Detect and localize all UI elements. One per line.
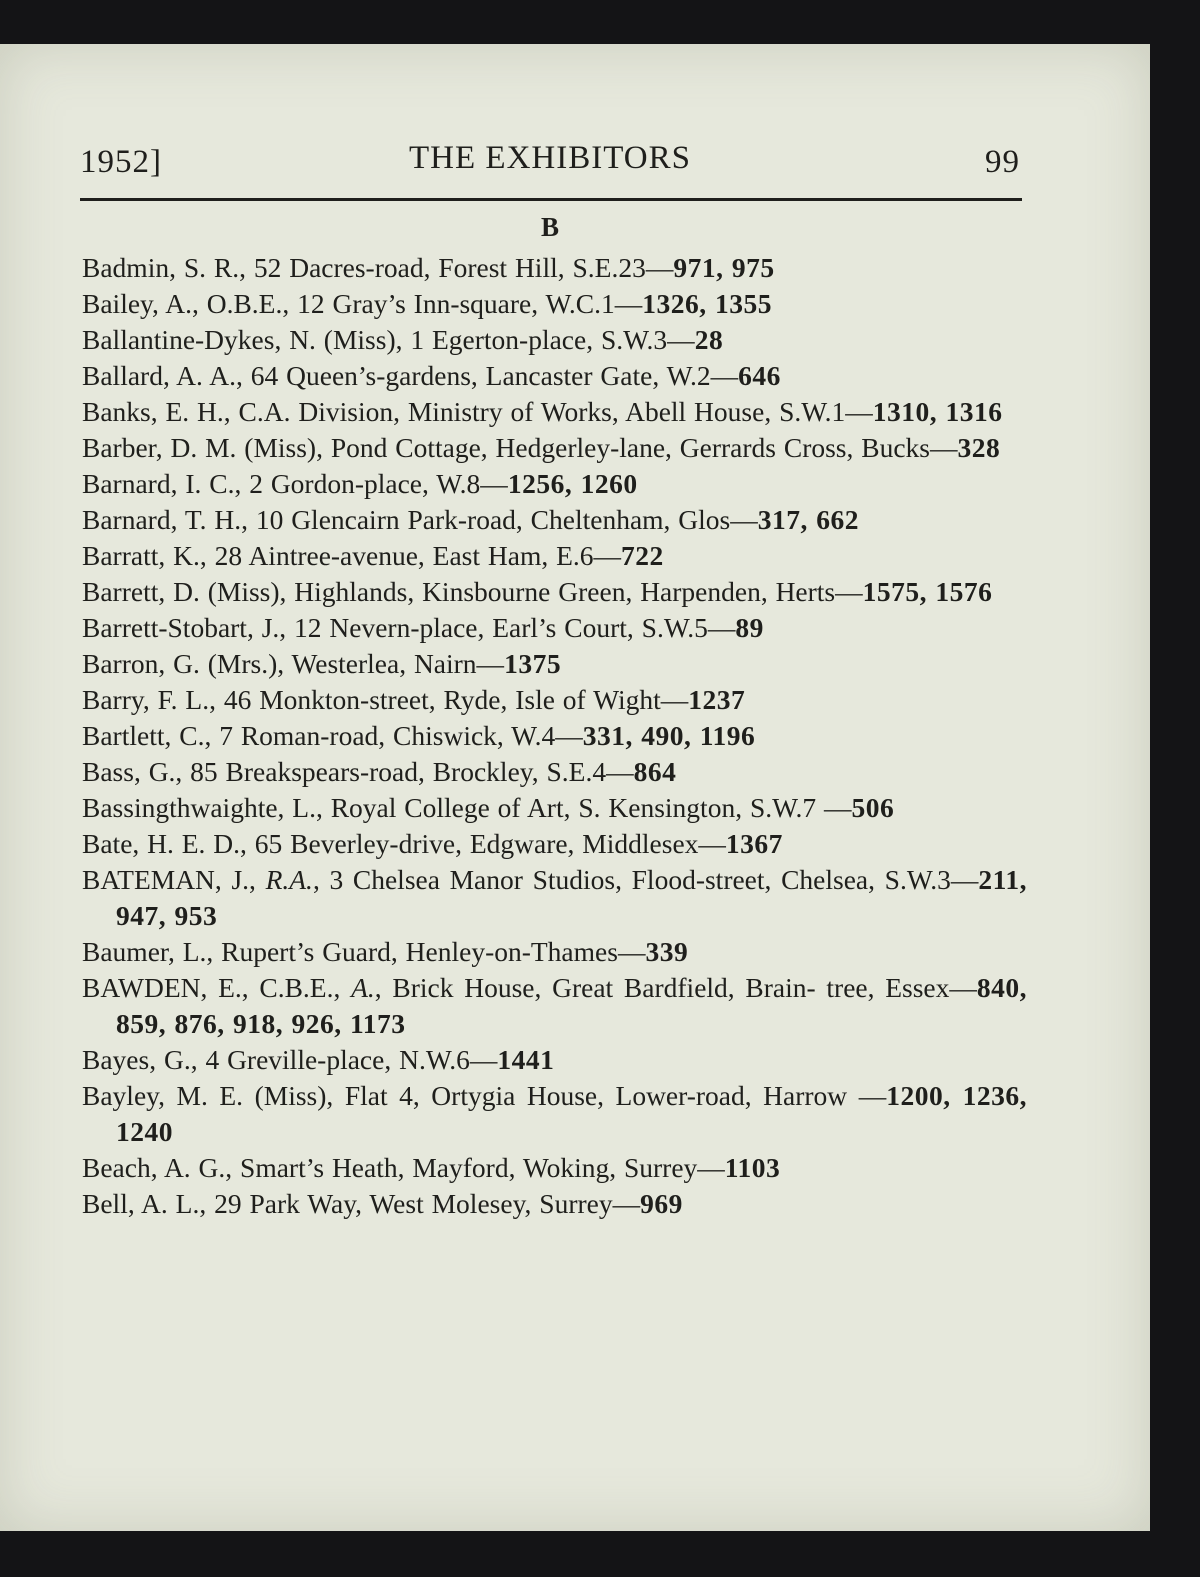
entry-catalogue-numbers: 840, 859, 876, 918, 926, 1173 <box>116 972 1027 1039</box>
page-number: 99 <box>985 144 1020 180</box>
entry-address: Barry, F. L., 46 Monkton-street, Ryde, Isle of Wight— <box>82 684 689 715</box>
entry-address: Beach, A. G., Smart’s Heath, Mayford, Woking, Surrey— <box>82 1152 725 1183</box>
entry-name: BATEMAN, J., <box>82 864 266 895</box>
exhibitor-entry <box>82 754 1027 790</box>
entry-address: Bayley, M. E. (Miss), Flat 4, Ortygia House, Lower-road, Harrow — <box>82 1080 887 1111</box>
exhibitor-entry <box>82 826 1027 862</box>
exhibitor-entry <box>82 466 1027 502</box>
header-year: 1952] <box>80 144 162 180</box>
entry-address: Barrett, D. (Miss), Highlands, Kinsbourne Green, Harpenden, Herts— <box>82 576 863 607</box>
entry-catalogue-numbers: 328 <box>957 432 1001 463</box>
exhibitor-entry <box>82 322 1027 358</box>
exhibitor-entry <box>82 1042 1027 1078</box>
entry-catalogue-numbers: 1375 <box>504 648 562 679</box>
entry-catalogue-numbers: 89 <box>735 612 764 643</box>
entry-catalogue-numbers: 969 <box>640 1188 683 1219</box>
entry-catalogue-numbers: 1256, 1260 <box>507 468 638 499</box>
entry-address: Bartlett, C., 7 Roman-road, Chiswick, W.4— <box>82 720 583 751</box>
entry-address: Ballard, A. A., 64 Queen’s-gardens, Lancaster Gate, W.2— <box>82 360 739 391</box>
exhibitor-entry <box>82 502 1027 538</box>
entry-catalogue-numbers: 646 <box>738 360 781 391</box>
entry-catalogue-numbers: 722 <box>621 540 664 571</box>
exhibitor-entry <box>82 430 1027 466</box>
entry-catalogue-numbers: 28 <box>694 324 724 355</box>
entry-address: Bayes, G., 4 Greville-place, N.W.6— <box>82 1044 498 1075</box>
entry-catalogue-numbers: 1200, 1236, 1240 <box>116 1080 1027 1147</box>
entry-address: Barratt, K., 28 Aintree-avenue, East Ham, E.6— <box>82 540 622 571</box>
entry-address: Bassingthwaighte, L., Royal College of Art, S. Kensington, S.W.7 — <box>82 792 852 823</box>
entry-name: BAWDEN, E., C.B.E., <box>82 972 352 1003</box>
entry-catalogue-numbers: 1367 <box>725 828 783 859</box>
entry-catalogue-numbers: 1310, 1316 <box>872 396 1003 427</box>
entry-catalogue-numbers: 1326, 1355 <box>642 288 773 319</box>
exhibitor-entry <box>82 286 1027 322</box>
entry-address: Barber, D. M. (Miss), Pond Cottage, Hedgerley-lane, Gerrards Cross, Bucks— <box>82 432 958 463</box>
exhibitor-entry <box>82 718 1027 754</box>
exhibitor-entry <box>82 250 1027 286</box>
exhibitor-entry <box>82 790 1027 826</box>
entry-address: Bell, A. L., 29 Park Way, West Molesey, Surrey— <box>82 1188 641 1219</box>
entry-address: Baumer, L., Rupert’s Guard, Henley-on-Thames— <box>82 936 646 967</box>
entry-address: , Brick House, Great Bardfield, Brain- tree, Essex— <box>374 972 977 1003</box>
exhibitor-entry <box>82 934 1027 970</box>
exhibitor-entry <box>82 1150 1027 1186</box>
entry-catalogue-numbers: 1575, 1576 <box>862 576 993 607</box>
page-title: THE EXHIBITORS <box>409 140 691 176</box>
header-rule <box>80 198 1022 201</box>
exhibitor-entry <box>82 1186 1027 1222</box>
entry-address: Barrett-Stobart, J., 12 Nevern-place, Earl’s Court, S.W.5— <box>82 612 736 643</box>
book-page <box>0 44 1150 1531</box>
exhibitor-entry <box>82 970 1027 1042</box>
exhibitor-entry <box>82 862 1027 934</box>
entry-address: Banks, E. H., C.A. Division, Ministry of Works, Abell House, S.W.1— <box>82 396 873 427</box>
entry-catalogue-numbers: 317, 662 <box>757 504 859 535</box>
exhibitor-entry <box>82 394 1027 430</box>
entry-address: Ballantine-Dykes, N. (Miss), 1 Egerton-place, S.W.3— <box>82 324 695 355</box>
entry-catalogue-numbers: 331, 490, 1196 <box>582 720 756 751</box>
entry-address: Badmin, S. R., 52 Dacres-road, Forest Hill, S.E.23— <box>82 252 674 283</box>
exhibitor-entry <box>82 358 1027 394</box>
entry-catalogue-numbers: 1441 <box>497 1044 555 1075</box>
entry-catalogue-numbers: 339 <box>645 936 689 967</box>
running-header <box>80 140 1020 180</box>
entry-address: Bate, H. E. D., 65 Beverley-drive, Edgware, Middlesex— <box>82 828 726 859</box>
exhibitor-entry <box>82 538 1027 574</box>
section-letter: B <box>540 212 559 242</box>
entry-catalogue-numbers: 1103 <box>724 1152 781 1183</box>
entry-distinction: R.A. <box>265 864 313 895</box>
entry-catalogue-numbers: 506 <box>851 792 895 823</box>
exhibitor-entry <box>82 610 1027 646</box>
exhibitor-entry <box>82 682 1027 718</box>
entry-address: Barron, G. (Mrs.), Westerlea, Nairn— <box>82 648 505 679</box>
entry-catalogue-numbers: 1237 <box>688 684 746 715</box>
exhibitor-entry <box>82 1078 1027 1150</box>
entry-address: Bass, G., 85 Breakspears-road, Brockley, S.E.4— <box>82 756 634 787</box>
entry-distinction: A. <box>351 972 375 1003</box>
entry-address: , 3 Chelsea Manor Studios, Flood-street, Chelsea, S.W.3— <box>312 864 979 895</box>
exhibitor-entry <box>82 574 1027 610</box>
entry-catalogue-numbers: 864 <box>633 756 677 787</box>
entry-address: Bailey, A., O.B.E., 12 Gray’s Inn-square, W.C.1— <box>82 288 643 319</box>
entry-address: Barnard, I. C., 2 Gordon-place, W.8— <box>82 468 508 499</box>
entry-catalogue-numbers: 971, 975 <box>673 252 775 283</box>
entry-address: Barnard, T. H., 10 Glencairn Park-road, Cheltenham, Glos— <box>82 504 758 535</box>
exhibitor-list <box>82 250 1027 1222</box>
entry-catalogue-numbers: 211, 947, 953 <box>116 864 1027 931</box>
exhibitor-entry <box>82 646 1027 682</box>
